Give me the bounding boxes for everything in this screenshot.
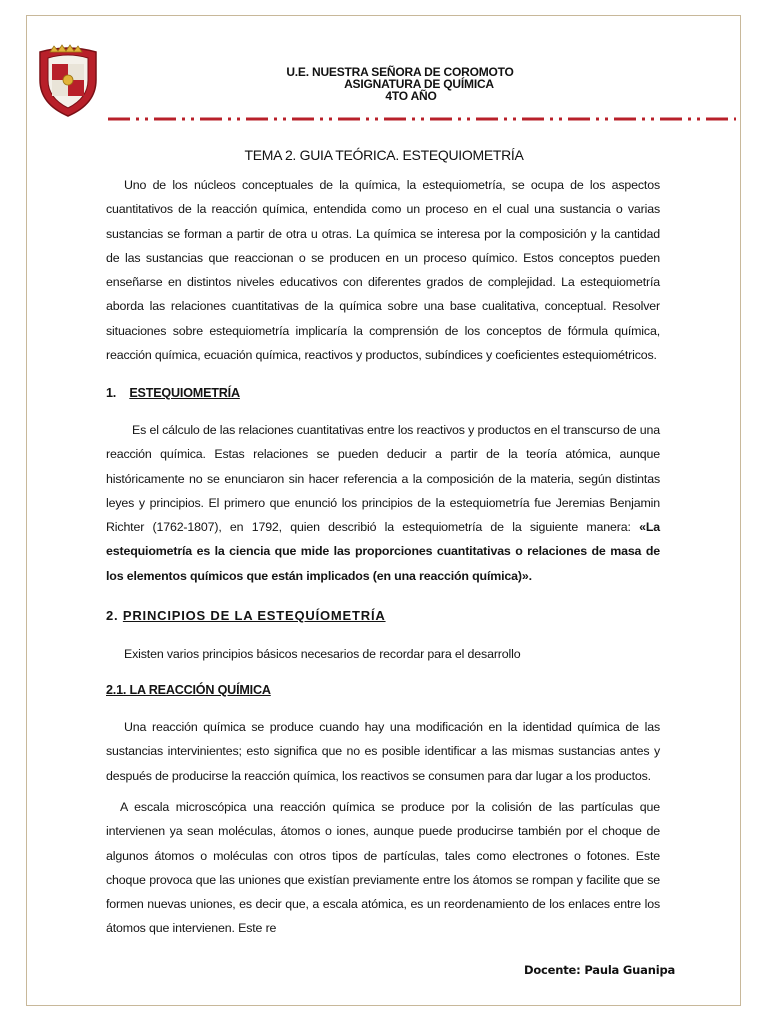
school-header — [180, 66, 620, 102]
section-1-number: 1. — [106, 386, 117, 400]
section-2-title: PRINCIPIOS DE LA ESTEQUÍOMETRÍA — [122, 608, 386, 623]
grade-level: 4TO AÑO — [385, 89, 437, 103]
section-1-text: Es el cálculo de las relaciones cuantitativas entre los reactivos y productos en el transcurso de una reacción química. Estas relaciones se pueden deducir a partir de la teoría atómica, aunque históricamente no se enunciaron sin hacer referencia a la composición de la materia, según distintas leyes y principios. El primero que enunció los principios de la estequiometría fue Jeremias Benjamin Richter (1762-1807), en 1792, quien describió la estequiometría de la siguiente manera: — [106, 423, 660, 535]
reaction-text-2: A escala microscópica una reacción química se produce por la colisión de las partículas que intervienen ya sean moléculas, átomos o iones, aunque puede producirse también por el choque de algunos átomos o moléculas con otros tipos de partículas, tales como electrones o fotones. Este choque provoca que las uniones que existían previamente entre los átomos se rompan y facilite que se formen nuevas uniones, es decir que, a escala atómica, es un reordenamiento de los enlaces entre los átomos que intervienen. Este re — [106, 800, 660, 936]
section-1-paragraph — [106, 418, 660, 588]
intro-paragraph — [106, 173, 660, 367]
section-1-title: ESTEQUIOMETRÍA — [129, 386, 240, 400]
intro-text: Uno de los núcleos conceptuales de la química, la estequiometría, se ocupa de los aspectos cuantitativos de la reacción química, entendida como un proceso en el cual una sustancia o varias sustancias se forman a partir de otra u otras. La química se interesa por la composición y la cantidad de las sustancias que reaccionan o se producen en un proceso químico. Estos conceptos pueden enseñarse en distintos niveles educativos con diferentes grados de complejidad. La estequiometría aborda las relaciones cuantitativas de la química sobre una base cualitativa, conceptual. Resolver situaciones sobre estequiometría implicaría la comprensión de los conceptos de fórmula química, reacción química, ecuación química, reactivos y productos, subíndices y coeficientes estequiométricos. — [106, 178, 660, 363]
subject-name: ASIGNATURA DE QUÍMICA — [344, 77, 494, 91]
section-1-heading — [106, 386, 240, 400]
reaction-paragraph-1 — [106, 715, 660, 788]
section-2-1-heading — [106, 683, 271, 697]
richter-quote: «La estequiometría es la ciencia que mide las proporciones cuantitativas o relaciones de masa de los elementos químicos que están implicados (en una reacción química)». — [106, 520, 660, 583]
teacher-signature: Docente: Paula Guanipa — [524, 963, 676, 977]
section-2-number: 2. — [106, 608, 119, 623]
reaction-text-1: Una reacción química se produce cuando hay una modificación en la identidad química de las sustancias intervinientes; esto significa que no es posible identificar a las mismas sustancias antes y después de producirse la reacción química, los reactivos se consumen para dar lugar a los productos. — [106, 720, 660, 783]
section-2-text: Existen varios principios básicos necesarios de recordar para el desarrollo — [124, 647, 521, 661]
school-name: U.E. NUESTRA SEÑORA DE COROMOTO — [286, 65, 514, 79]
section-2-paragraph — [106, 642, 660, 666]
section-2-1-title: 2.1. LA REACCIÓN QUÍMICA — [106, 683, 271, 697]
header-divider — [108, 115, 736, 123]
reaction-paragraph-2 — [106, 795, 660, 941]
page-title: TEMA 2. GUIA TEÓRICA. ESTEQUIOMETRÍA — [244, 147, 524, 163]
school-crest-icon — [36, 44, 100, 118]
section-2-heading — [106, 608, 386, 623]
